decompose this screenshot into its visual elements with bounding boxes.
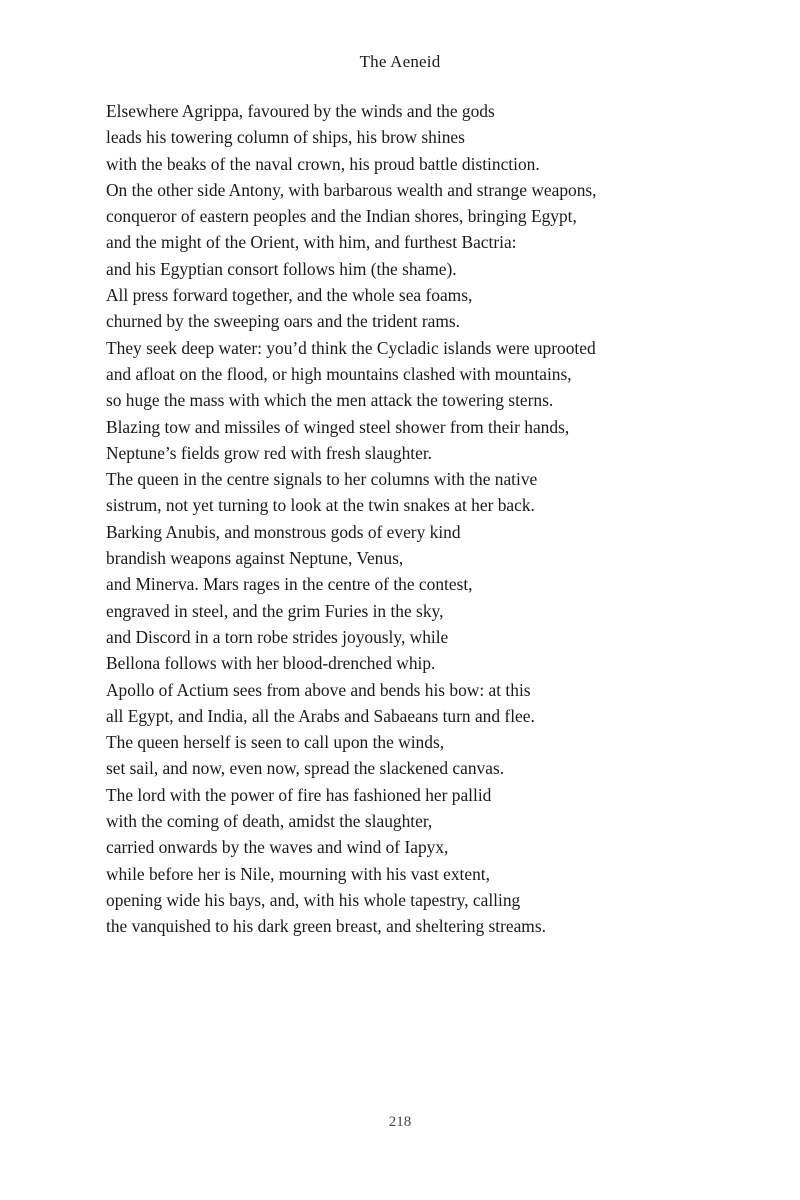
verse-line: Bellona follows with her blood-drenched whip.: [106, 653, 436, 674]
verse-line: with the coming of death, amidst the slaughter,: [106, 811, 433, 832]
verse-line: opening wide his bays, and, with his whole tapestry, calling: [106, 889, 521, 910]
poem-verse-block: [106, 98, 766, 940]
verse-line: the vanquished to his dark green breast, and sheltering streams.: [106, 916, 546, 937]
running-head-title: The Aeneid: [359, 52, 441, 71]
verse-line: Neptune’s fields grow red with fresh slaughter.: [106, 442, 432, 463]
verse-line: set sail, and now, even now, spread the slackened canvas.: [106, 758, 505, 779]
verse-line: Blazing tow and missiles of winged steel shower from their hands,: [106, 416, 570, 437]
verse-line: leads his towering column of ships, his brow shines: [106, 127, 465, 148]
page-number: 218: [388, 1114, 412, 1130]
verse-line: The queen in the centre signals to her columns with the native: [106, 469, 538, 490]
verse-line: all Egypt, and India, all the Arabs and Sabaeans turn and flee.: [106, 705, 535, 726]
verse-line: while before her is Nile, mourning with his vast extent,: [106, 863, 490, 884]
verse-line: carried onwards by the waves and wind of Iapyx,: [106, 837, 449, 858]
verse-line: The lord with the power of fire has fashioned her pallid: [106, 784, 492, 805]
verse-line: with the beaks of the naval crown, his proud battle distinction.: [106, 153, 540, 174]
verse-line: and the might of the Orient, with him, and furthest Bactria:: [106, 232, 517, 253]
verse-line: On the other side Antony, with barbarous wealth and strange weapons,: [106, 179, 597, 200]
verse-line: The queen herself is seen to call upon the winds,: [106, 732, 445, 753]
verse-line: and afloat on the flood, or high mountains clashed with mountains,: [106, 363, 572, 384]
verse-line: churned by the sweeping oars and the trident rams.: [106, 311, 460, 332]
verse-line: brandish weapons against Neptune, Venus,: [106, 548, 404, 569]
verse-line: Barking Anubis, and monstrous gods of every kind: [106, 521, 461, 542]
verse-line: so huge the mass with which the men attack the towering sterns.: [106, 390, 554, 411]
verse-line: Apollo of Actium sees from above and bends his bow: at this: [106, 679, 531, 700]
verse-line: and Discord in a torn robe strides joyously, while: [106, 626, 449, 647]
verse-line: Elsewhere Agrippa, favoured by the winds and the gods: [106, 101, 495, 121]
verse-line: conqueror of eastern peoples and the Indian shores, bringing Egypt,: [106, 206, 577, 227]
verse-line: and his Egyptian consort follows him (the shame).: [106, 258, 457, 279]
verse-line: sistrum, not yet turning to look at the twin snakes at her back.: [106, 495, 535, 516]
verse-line: All press forward together, and the whole sea foams,: [106, 285, 473, 306]
verse-line: They seek deep water: you’d think the Cycladic islands were uprooted: [106, 337, 596, 358]
verse-line: engraved in steel, and the grim Furies in the sky,: [106, 600, 444, 621]
verse-line: and Minerva. Mars rages in the centre of the contest,: [106, 574, 473, 595]
